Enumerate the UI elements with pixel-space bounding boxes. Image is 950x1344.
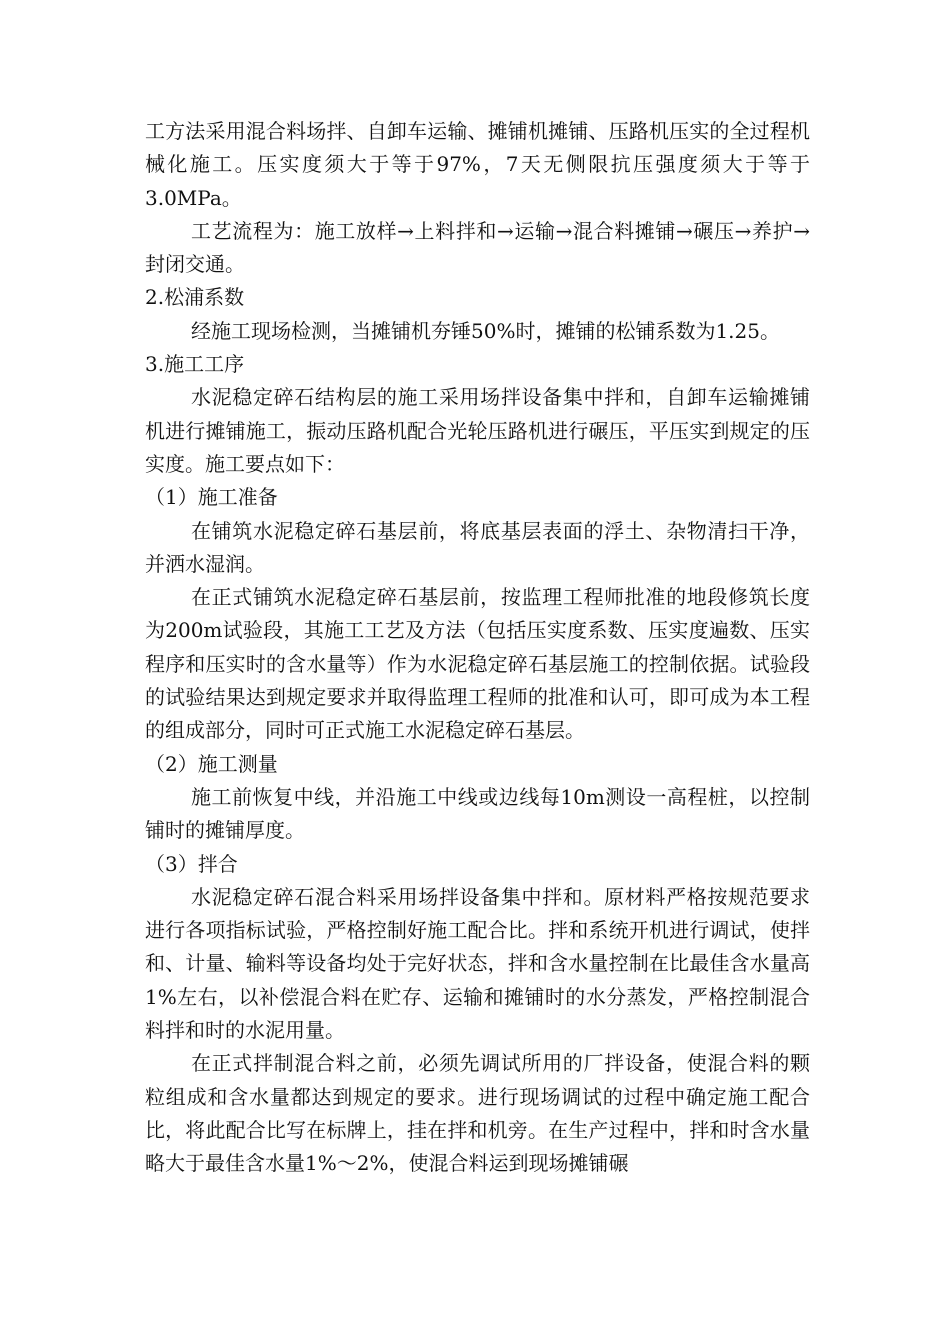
subheading-survey: （2）施工测量: [145, 751, 278, 776]
paragraph-preparation-2: 在正式铺筑水泥稳定碎石基层前，按监理工程师批准的地段修筑长度为200m试验段，其施工工艺及方法（包括压实度系数、压实度遍数、压实程序和压实时的含水量等）作为水泥稳定碎石基层施工的控制依据。试验段的试验结果达到规定要求并取得监理工程师的批准和认可，即可成为本工程的组成部分，同时可正式施工水泥稳定碎石基层。: [145, 585, 810, 743]
section-heading-procedure: 3.施工工序: [145, 352, 245, 377]
paragraph-loose-coefficient: 经施工现场检测，当摊铺机夯锤50%时，摊铺的松铺系数为1.25。: [191, 318, 780, 343]
subheading-preparation: （1）施工准备: [145, 485, 278, 510]
paragraph-mixing-2: 在正式拌制混合料之前，必须先调试所用的厂拌设备，使混合料的颗粒组成和含水量都达到规定的要求。进行现场调试的过程中确定施工配合比，将此配合比写在标牌上，挂在拌和机旁。在生产过程中，拌和时含水量略大于最佳含水量1%～2%，使混合料运到现场摊铺碾: [145, 1051, 810, 1176]
paragraph-construction-method: 工方法采用混合料场拌、自卸车运输、摊铺机摊铺、压路机压实的全过程机械化施工。压实度须大于等于97%，7天无侧限抗压强度须大于等于3.0MPa。: [145, 119, 810, 210]
paragraph-mixing-1: 水泥稳定碎石混合料采用场拌设备集中拌和。原材料严格按规范要求进行各项指标试验，严格控制好施工配合比。拌和系统开机进行调试，使拌和、计量、输料等设备均处于完好状态，拌和含水量控制在比最佳含水量高1%左右，以补偿混合料在贮存、运输和摊铺时的水分蒸发，严格控制混合料拌和时的水泥用量。: [145, 884, 810, 1043]
section-heading-loose-coefficient: 2.松浦系数: [145, 285, 245, 310]
document-body: [145, 115, 810, 1181]
paragraph-process-flow: 工艺流程为：施工放样→上料拌和→运输→混合料摊铺→碾压→养护→封闭交通。: [145, 218, 810, 277]
paragraph-survey: 施工前恢复中线，并沿施工中线或边线每10m测设一高程桩，以控制铺时的摊铺厚度。: [145, 784, 810, 843]
paragraph-preparation-1: 在铺筑水泥稳定碎石基层前，将底基层表面的浮土、杂物清扫干净，并洒水湿润。: [145, 518, 810, 576]
subheading-mixing: （3）拌合: [145, 851, 238, 876]
paragraph-procedure: 水泥稳定碎石结构层的施工采用场拌设备集中拌和，自卸车运输摊铺机进行摊铺施工，振动压路机配合光轮压路机进行碾压，平压实到规定的压实度。施工要点如下：: [145, 385, 810, 476]
